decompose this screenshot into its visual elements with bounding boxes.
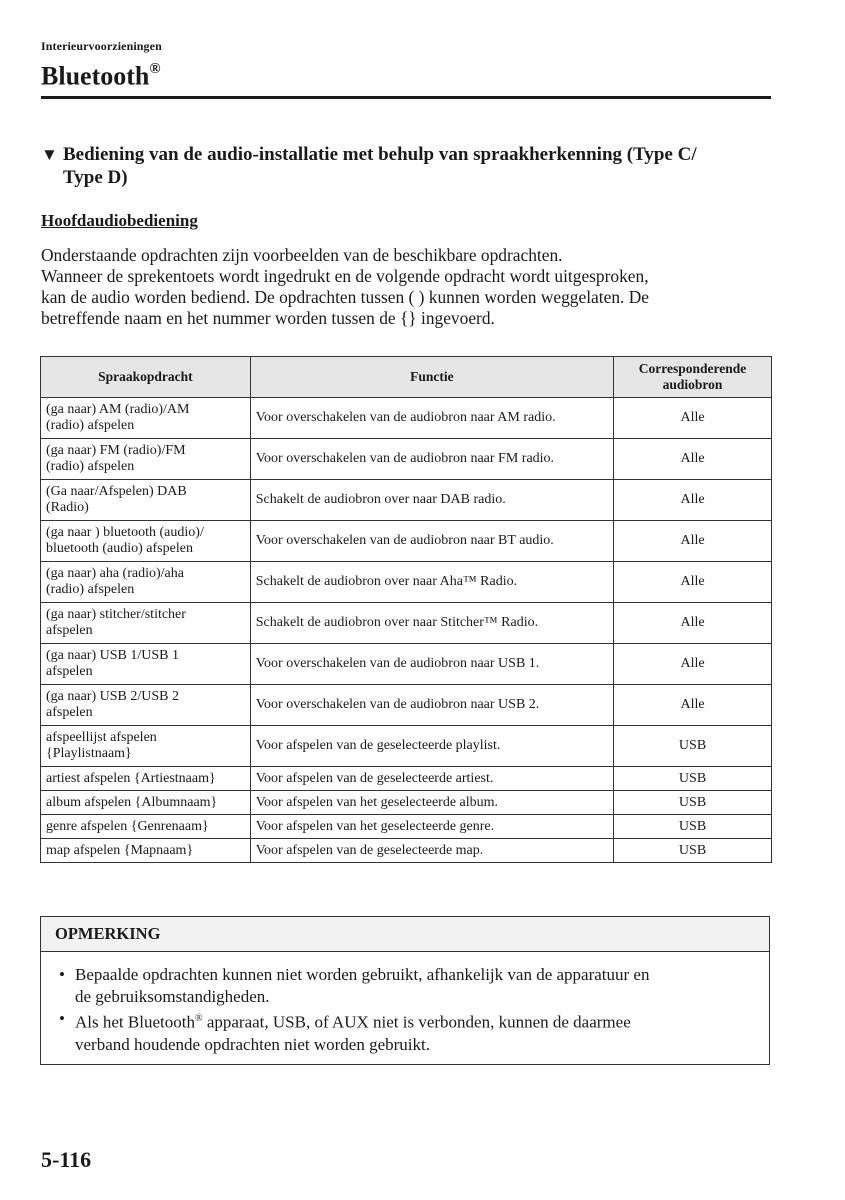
command-line: afspeellijst afspelen xyxy=(46,730,157,745)
command-line: (ga naar) USB 1/USB 1 xyxy=(46,648,179,663)
header-command: Spraakopdracht xyxy=(41,357,251,398)
table-header-row xyxy=(41,357,772,398)
function-cell: Voor afspelen van de geselecteerde map. xyxy=(250,839,613,863)
header-source xyxy=(614,357,772,398)
chapter-label: Interieurvoorzieningen xyxy=(41,39,162,53)
command-line: afspelen xyxy=(46,623,93,638)
page-header xyxy=(41,39,771,92)
command-line: afspelen xyxy=(46,705,93,720)
page-title xyxy=(41,56,771,92)
command-cell: map afspelen {Mapnaam} xyxy=(41,839,251,863)
function-cell: Voor overschakelen van de audiobron naar BT audio. xyxy=(250,521,613,562)
command-cell: artiest afspelen {Artiestnaam} xyxy=(41,767,251,791)
header-source-line1: Corresponderende xyxy=(638,361,747,376)
note-text: Als het Bluetooth xyxy=(75,1012,195,1032)
note-line: Bepaalde opdrachten kunnen niet worden gebruikt, afhankelijk van de apparatuur en xyxy=(75,965,650,984)
source-cell: USB xyxy=(614,791,772,815)
source-cell: Alle xyxy=(614,398,772,439)
table-row xyxy=(41,815,772,839)
table-row xyxy=(41,480,772,521)
bullet-icon: • xyxy=(59,1009,65,1028)
command-cell xyxy=(41,480,251,521)
function-cell: Voor afspelen van het geselecteerde album. xyxy=(250,791,613,815)
command-cell xyxy=(41,603,251,644)
table-row xyxy=(41,791,772,815)
command-line: {Playlistnaam} xyxy=(46,746,132,761)
command-line: bluetooth (audio) afspelen xyxy=(46,541,193,556)
intro-line: betreffende naam en het nummer worden tussen de {} ingevoerd. xyxy=(41,308,495,328)
command-line: (radio) afspelen xyxy=(46,418,135,433)
command-line: (ga naar ) bluetooth (audio)/ xyxy=(46,525,204,540)
source-cell: Alle xyxy=(614,644,772,685)
note-line xyxy=(75,1008,753,1034)
source-cell: Alle xyxy=(614,439,772,480)
command-line: (ga naar) aha (radio)/aha xyxy=(46,566,184,581)
function-cell: Voor overschakelen van de audiobron naar USB 1. xyxy=(250,644,613,685)
note-text: apparaat, USB, of AUX niet is verbonden, kunnen de daarmee xyxy=(202,1012,631,1032)
command-cell xyxy=(41,685,251,726)
source-cell: USB xyxy=(614,767,772,791)
header-function: Functie xyxy=(250,357,613,398)
table-row xyxy=(41,398,772,439)
intro-paragraph xyxy=(41,245,776,329)
intro-line: Onderstaande opdrachten zijn voorbeelden van de beschikbare opdrachten. xyxy=(41,245,563,265)
command-cell xyxy=(41,398,251,439)
command-line: (ga naar) AM (radio)/AM xyxy=(46,402,190,417)
section-heading xyxy=(41,143,776,189)
page-number: 5-116 xyxy=(41,1147,92,1172)
source-cell: Alle xyxy=(614,685,772,726)
intro-line: kan de audio worden bediend. De opdrachten tussen ( ) kunnen worden weggelaten. De xyxy=(41,287,649,307)
source-cell: Alle xyxy=(614,480,772,521)
table-row xyxy=(41,521,772,562)
table-row xyxy=(41,562,772,603)
note-list xyxy=(41,952,769,1056)
source-cell: USB xyxy=(614,726,772,767)
table-row xyxy=(41,839,772,863)
function-cell: Voor afspelen van het geselecteerde genre. xyxy=(250,815,613,839)
note-title: OPMERKING xyxy=(41,917,769,952)
source-cell: Alle xyxy=(614,562,772,603)
source-cell: Alle xyxy=(614,521,772,562)
registered-mark: ® xyxy=(194,1013,203,1024)
command-cell: album afspelen {Albumnaam} xyxy=(41,791,251,815)
function-cell: Schakelt de audiobron over naar Stitcher™ Radio. xyxy=(250,603,613,644)
header-rule xyxy=(41,96,771,99)
command-line: (radio) afspelen xyxy=(46,459,135,474)
table-row xyxy=(41,644,772,685)
source-cell: Alle xyxy=(614,603,772,644)
note-line: verband houdende opdrachten niet worden gebruikt. xyxy=(75,1034,430,1054)
function-cell: Schakelt de audiobron over naar DAB radio. xyxy=(250,480,613,521)
command-line: (ga naar) USB 2/USB 2 xyxy=(46,689,179,704)
command-line: afspelen xyxy=(46,664,93,679)
triangle-down-icon: ▼ xyxy=(41,145,58,164)
section-heading-line1: Bediening van de audio-installatie met behulp van spraakherkenning (Type C/ xyxy=(63,144,697,165)
command-line: (Ga naar/Afspelen) DAB xyxy=(46,484,187,499)
note-box xyxy=(40,916,770,1065)
registered-mark: ® xyxy=(149,61,161,77)
table-row xyxy=(41,603,772,644)
note-item xyxy=(59,1008,753,1056)
intro-line: Wanneer de sprekentoets wordt ingedrukt en de volgende opdracht wordt uitgesproken, xyxy=(41,266,649,286)
command-line: (radio) afspelen xyxy=(46,582,135,597)
header-source-line2: audiobron xyxy=(662,377,723,392)
command-cell xyxy=(41,644,251,685)
command-line: (ga naar) stitcher/stitcher xyxy=(46,607,186,622)
command-line: (ga naar) FM (radio)/FM xyxy=(46,443,186,458)
command-line: (Radio) xyxy=(46,500,89,515)
function-cell: Voor overschakelen van de audiobron naar AM radio. xyxy=(250,398,613,439)
command-cell: genre afspelen {Genrenaam} xyxy=(41,815,251,839)
note-item xyxy=(59,964,753,1008)
table-row xyxy=(41,767,772,791)
function-cell: Voor overschakelen van de audiobron naar USB 2. xyxy=(250,685,613,726)
function-cell: Voor afspelen van de geselecteerde playlist. xyxy=(250,726,613,767)
source-cell: USB xyxy=(614,839,772,863)
source-cell: USB xyxy=(614,815,772,839)
note-line: de gebruiksomstandigheden. xyxy=(75,987,270,1006)
bullet-icon: • xyxy=(59,965,65,984)
command-cell xyxy=(41,439,251,480)
command-cell xyxy=(41,562,251,603)
function-cell: Schakelt de audiobron over naar Aha™ Radio. xyxy=(250,562,613,603)
command-cell xyxy=(41,726,251,767)
function-cell: Voor afspelen van de geselecteerde artiest. xyxy=(250,767,613,791)
subheading: Hoofdaudiobediening xyxy=(41,211,198,230)
function-cell: Voor overschakelen van de audiobron naar FM radio. xyxy=(250,439,613,480)
table-row xyxy=(41,685,772,726)
command-cell xyxy=(41,521,251,562)
table-row xyxy=(41,726,772,767)
page-title-text: Bluetooth xyxy=(41,61,150,91)
voice-command-table xyxy=(40,356,772,863)
section-heading-line2: Type D) xyxy=(63,167,128,188)
table-row xyxy=(41,439,772,480)
